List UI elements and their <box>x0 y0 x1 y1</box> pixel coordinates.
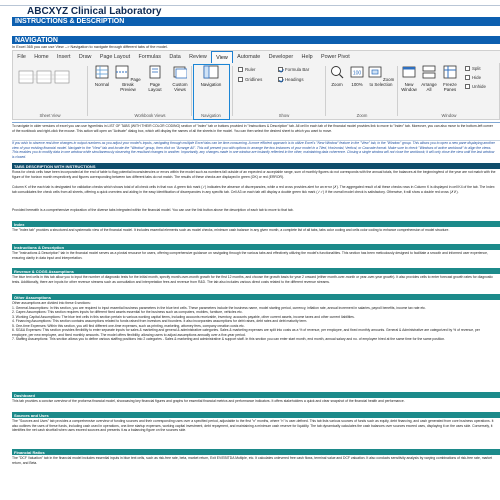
zoom-100-icon <box>350 65 364 79</box>
tab-help[interactable]: Help <box>301 54 313 60</box>
new-window-icon <box>402 65 416 79</box>
arrange-all-button[interactable]: Arrange All <box>419 65 439 92</box>
paragraph-column-k: Column K of the each tab is designated for validation checks which shows total of all check cells in that row. A green tick mark (✓) indicates the absence of discrepancies, while a red cross provides alert for an error (✗). The aggregated result of all these checks rows in Column K is displayed in cell K4 of the tab. The Index tab consolidates the check cells from all sheets, offering a quick overview and aiding in the easy identification of discrepancies in any specific tab. Cell A3 on each tab will display a double green tick mark (✓✓) if the overall model check is satisfactory. Otherwise, it will show a double red cross (✗✗). <box>12 185 495 194</box>
tab-home[interactable]: Home <box>34 54 49 60</box>
gridlines-box <box>238 77 243 82</box>
paragraph-check-cells: Rows for check cells have been incorporated at the end of table to flag potential inconsistencies or errors within the model such as numbers fall outside of an expected or acceptable range, sum of monthly figures do not corresponds with the annual totals, the balances at the beginning/end of the year are not match with the figure of the horizon month respectively and figures corresponding between two different tabs do not match. The results of these checks are displayed in green (OK) or red (ERROR). <box>12 170 496 179</box>
tab-developer[interactable]: Developer <box>268 54 294 60</box>
navigation-highlight-box <box>193 64 230 120</box>
normal-view-button[interactable]: Normal <box>91 65 113 87</box>
navigation-group-label: Navigation <box>201 113 221 118</box>
unhide-icon <box>465 84 470 89</box>
navigation-button[interactable]: Navigation <box>195 65 227 87</box>
zoom-button[interactable]: Zoom <box>327 65 347 87</box>
tab-formulas[interactable]: Formulas <box>138 54 161 60</box>
window-label: Window <box>441 113 457 118</box>
ribbon-tabs <box>13 51 500 63</box>
zoom-label: Zoom <box>356 113 368 118</box>
revenue-cogs-description: The blue text cells in this tab allow you to input the number of diagnostic tests for the initial month, specify month-over-month growth for the first 12 months, and choose the growth basis for year 2 onward (either month-over-month or year-over-year growth). It also provides cells to enter forecast growth rates for diagnostic tests. Additionally, there are inputs for other revenue streams such as consultation and interpretation fees and revenue from R&D. The tab also includes various direct costs related to the different revenue streams. <box>12 275 493 284</box>
instructions-tab-description: The "Instructions & Description" tab in the financial model serves as a pivotal resource for users, offering comprehensive guidance on navigating through the various tabs and effectively utilizing the model's functionalities. This section has been meticulously designed to facilitate a smooth and informed user experience, ensuring clarity in data input and interpretation. <box>12 251 488 260</box>
workbook-views-label: Workbook Views <box>134 113 166 118</box>
index-description: The "Index tab" provides a structured and systematic view of the financial model. It includes essential elements such as model checks, minimum cash balance in any given month, a complete list of all tabs, tabs color coding and cells color coding to enhance comprehension of model structure. <box>12 228 450 232</box>
tab-page-layout[interactable]: Page Layout <box>99 54 131 60</box>
unhide-button[interactable]: Unhide <box>465 84 486 89</box>
tab-view[interactable]: View <box>211 51 233 63</box>
show-group <box>234 65 334 119</box>
dashboard-heading[interactable]: Dashboard <box>12 392 500 398</box>
normal-view-icon <box>95 65 109 79</box>
dashboard-description: This tab provides a concise overview of the proforma financial model, showcasing key financial figures and graphs for essential financial metrics and performance indicators. It offers stakeholders a quick and clear snapshot of the financial health and performance. <box>12 399 405 403</box>
magnifier-icon <box>330 65 344 79</box>
company-name: ABCXYZ Clinical Laboratory <box>27 6 162 17</box>
split-icon <box>465 66 470 71</box>
financial-ratios-heading[interactable]: Financial Ratios <box>12 449 500 455</box>
tab-file[interactable]: File <box>17 54 26 60</box>
ruler-box <box>238 67 243 72</box>
navigation-heading: NAVIGATION <box>12 36 500 44</box>
tabs-description-heading: TABS DESCRIPTION WITH INSTRUCTIONS <box>12 163 500 169</box>
instructions-heading: INSTRUCTIONS & DESCRIPTION <box>12 17 500 26</box>
hide-icon <box>465 75 470 80</box>
sources-uses-heading[interactable]: Sources and Uses <box>12 412 500 418</box>
tab-draw[interactable]: Draw <box>78 54 92 60</box>
show-label: Show <box>278 113 290 118</box>
other-assumptions-heading[interactable]: Other Assumptions <box>12 294 500 300</box>
freeze-panes-icon <box>443 65 457 79</box>
formula-bar-box <box>278 67 283 72</box>
paragraph-older-excel: To navigate in older versions of excel you can use hyperlinks in LIST OF TABS (WITH THEIR COLOR CODING) section of "Index" tab or buttons provided in "Instructions & Description" tab. All cell in each tab of the financial model provides link to move to "Index" tab. Moreover, you can also move to the bottom-left corner of the workbook and right-click the mouse. This action will open an "Activate" dialog box, which will display the names of all the sheets in the model. You can then select the desired sheet to which you want to move. <box>12 124 493 133</box>
freeze-panes-button[interactable]: Freeze Panes <box>439 65 461 92</box>
page-break-preview-button[interactable]: Page Break Preview <box>115 65 141 92</box>
headings-box <box>278 77 283 82</box>
arrange-all-icon <box>422 65 436 79</box>
tab-power-pivot[interactable]: Power Pivot <box>321 54 350 60</box>
page-layout-button[interactable]: Page Layout <box>143 65 167 92</box>
hide-button[interactable]: Hide <box>465 75 481 80</box>
zoom-group <box>327 65 397 119</box>
sheet-view-icons <box>15 65 85 101</box>
revenue-cogs-heading[interactable]: Revenue & COGS Assumptions <box>12 268 500 274</box>
page-layout-icon <box>148 65 162 79</box>
tab-automate[interactable]: Automate <box>237 54 261 60</box>
tab-data[interactable]: Data <box>169 54 181 60</box>
zoom-selection-button[interactable]: Zoom to Selection <box>367 65 395 87</box>
tab-insert[interactable]: Insert <box>57 54 71 60</box>
sheet-view-label: Sheet View <box>39 113 61 118</box>
formula-bar-checkbox[interactable]: Formula Bar <box>278 67 309 72</box>
split-button[interactable]: Split <box>465 66 481 71</box>
zoom-selection-icon <box>368 65 382 79</box>
tab-review[interactable]: Review <box>189 54 207 60</box>
zoom-100-button[interactable]: 100 100% <box>347 65 367 87</box>
window-group <box>399 65 499 119</box>
financial-ratios-description: The "DCF Valuation" tab in the financial model includes essential inputs in blue text cells, such as risk-free rate, beta, market return, Exit EV/EBITDA Multiple, etc. It calculates unlevered free cash flows, terminal value and DCF valuation. It also conducts sensitivity analysis by varying combinations of risk-free rate, market return, and Beta. <box>12 456 493 465</box>
headings-checkbox[interactable]: Headings <box>278 77 304 82</box>
custom-views-icon <box>173 65 187 79</box>
sheet-view-group <box>15 65 85 119</box>
ruler-checkbox[interactable]: Ruler <box>238 67 256 72</box>
paragraph-tabs-exploration: Provided herewith is a comprehensive exploration of the diverse tabs integrated within the financial model. You can use the link button above the description of each tab to move to that tab. <box>12 208 294 212</box>
other-assumptions-description: Other assumptions are divided into these 6 sections: 1. General Assumptions: In this section, you are required to input essential business parameters in the blue text cells. These parameters include the business name, model starting period, currency, inflation rate, annual increment in salaries, payroll benefits, income tax rate etc. 2. Capex Assumptions: This section requires inputs for different fixed assets essential for the business such as computers, mobiles, furniture, vehicles etc. 3. Working Capital Assumptions: The blue text cells in this section pertain to various working capital items, including accounts receivable, inventory, accounts payable, other current assets, income taxes and other current liabilities. 4. Financing Assumptions: This section contains assumptions related to funds raised from investors and founders. It also incorporates assumptions for debt raises, debt rates and debt maturity term. 5. One-time Expenses: Within this section, you will find different one-time expenses, such as printing, marketing, attorney fees, company creation costs etc. 6. SG&A Expenses: This section provides flexibility to enter separate inputs for sales & marketing and general & administrative categories. Sales & marketing expenses are split into costs as a % of revenue, per employee, and fixed monthly amounts. General & Administrative are categorized by % of revenue, per employee, per new employee, and fixed monthly amounts. The model offers flexibility, allowing users to adjust assumptions annually over a five-year period. 7. Staffing Assumptions: This section allows you to define various staffing positions into 2 categories - Sales & marketing and administrative & support staff. In this section you can enter start month, end month, annual salary and no. of employee hired at the same time for the same position. <box>12 301 480 341</box>
page-break-icon <box>115 65 129 79</box>
sources-uses-description: The "Sources and Uses" tab provides a comprehensive overview of funding sources and their corresponding uses over a specified period, adjustable to the first "n" months, where "n" is user-defined. This tab lists various sources of funds such as equity, debt financing, and cash generated from core business operations. It also outlines the uses of these funds, including cash used in operations, one-time startup expenses, working capital investment, debt repayment, and maintaining a minimum cash reserve for liquidity. The tab dynamically calculates the cash balances over sources exceed uses, displaying it on the uses side. Conversely, it identifies the net cash shortfall when uses exceed sources and presents it as a balancing figure on the sources side. <box>12 419 494 432</box>
gridlines-checkbox[interactable]: Gridlines <box>238 77 262 82</box>
new-window-button[interactable]: New Window <box>399 65 419 92</box>
custom-views-button[interactable]: Custom Views <box>169 65 191 92</box>
instructions-tab-heading[interactable]: Instructions & Description <box>12 244 500 250</box>
paragraph-new-window: If you wish to observe real-time changes in output numbers as you adjust your model's inputs, navigating through multiple Excel tabs can be time-consuming. A more efficient approach is to utilize Excel's "New Window" feature in the "View" tab, in the "Window" group. This allows you to open a new pane displaying another view of your existing financial model. Navigate to the "View" tab and locate the "Window" group, then click on "Arrange All". This will present you with options to arrange the two instances of your model in a Tiled, Horizontal, Vertical, or Cascade format. Make sure to check "Windows of active workbook" to align the views. This enables you to modify data in one window while simultaneously observing the resultant changes in another. Importantly, any changes made in one window are instantly reflected in the other, maintaining data coherence. Closing a single window will not close the workbook; it will only close the view until the last window is closed. <box>12 141 495 159</box>
excel-ribbon <box>12 50 500 120</box>
index-heading[interactable]: Index <box>12 221 500 227</box>
svg-text:100: 100 <box>352 70 362 77</box>
navigation-intro: In Excel 365 you can use View --> Navigation to navigate through different tabs of the model. <box>12 45 168 49</box>
